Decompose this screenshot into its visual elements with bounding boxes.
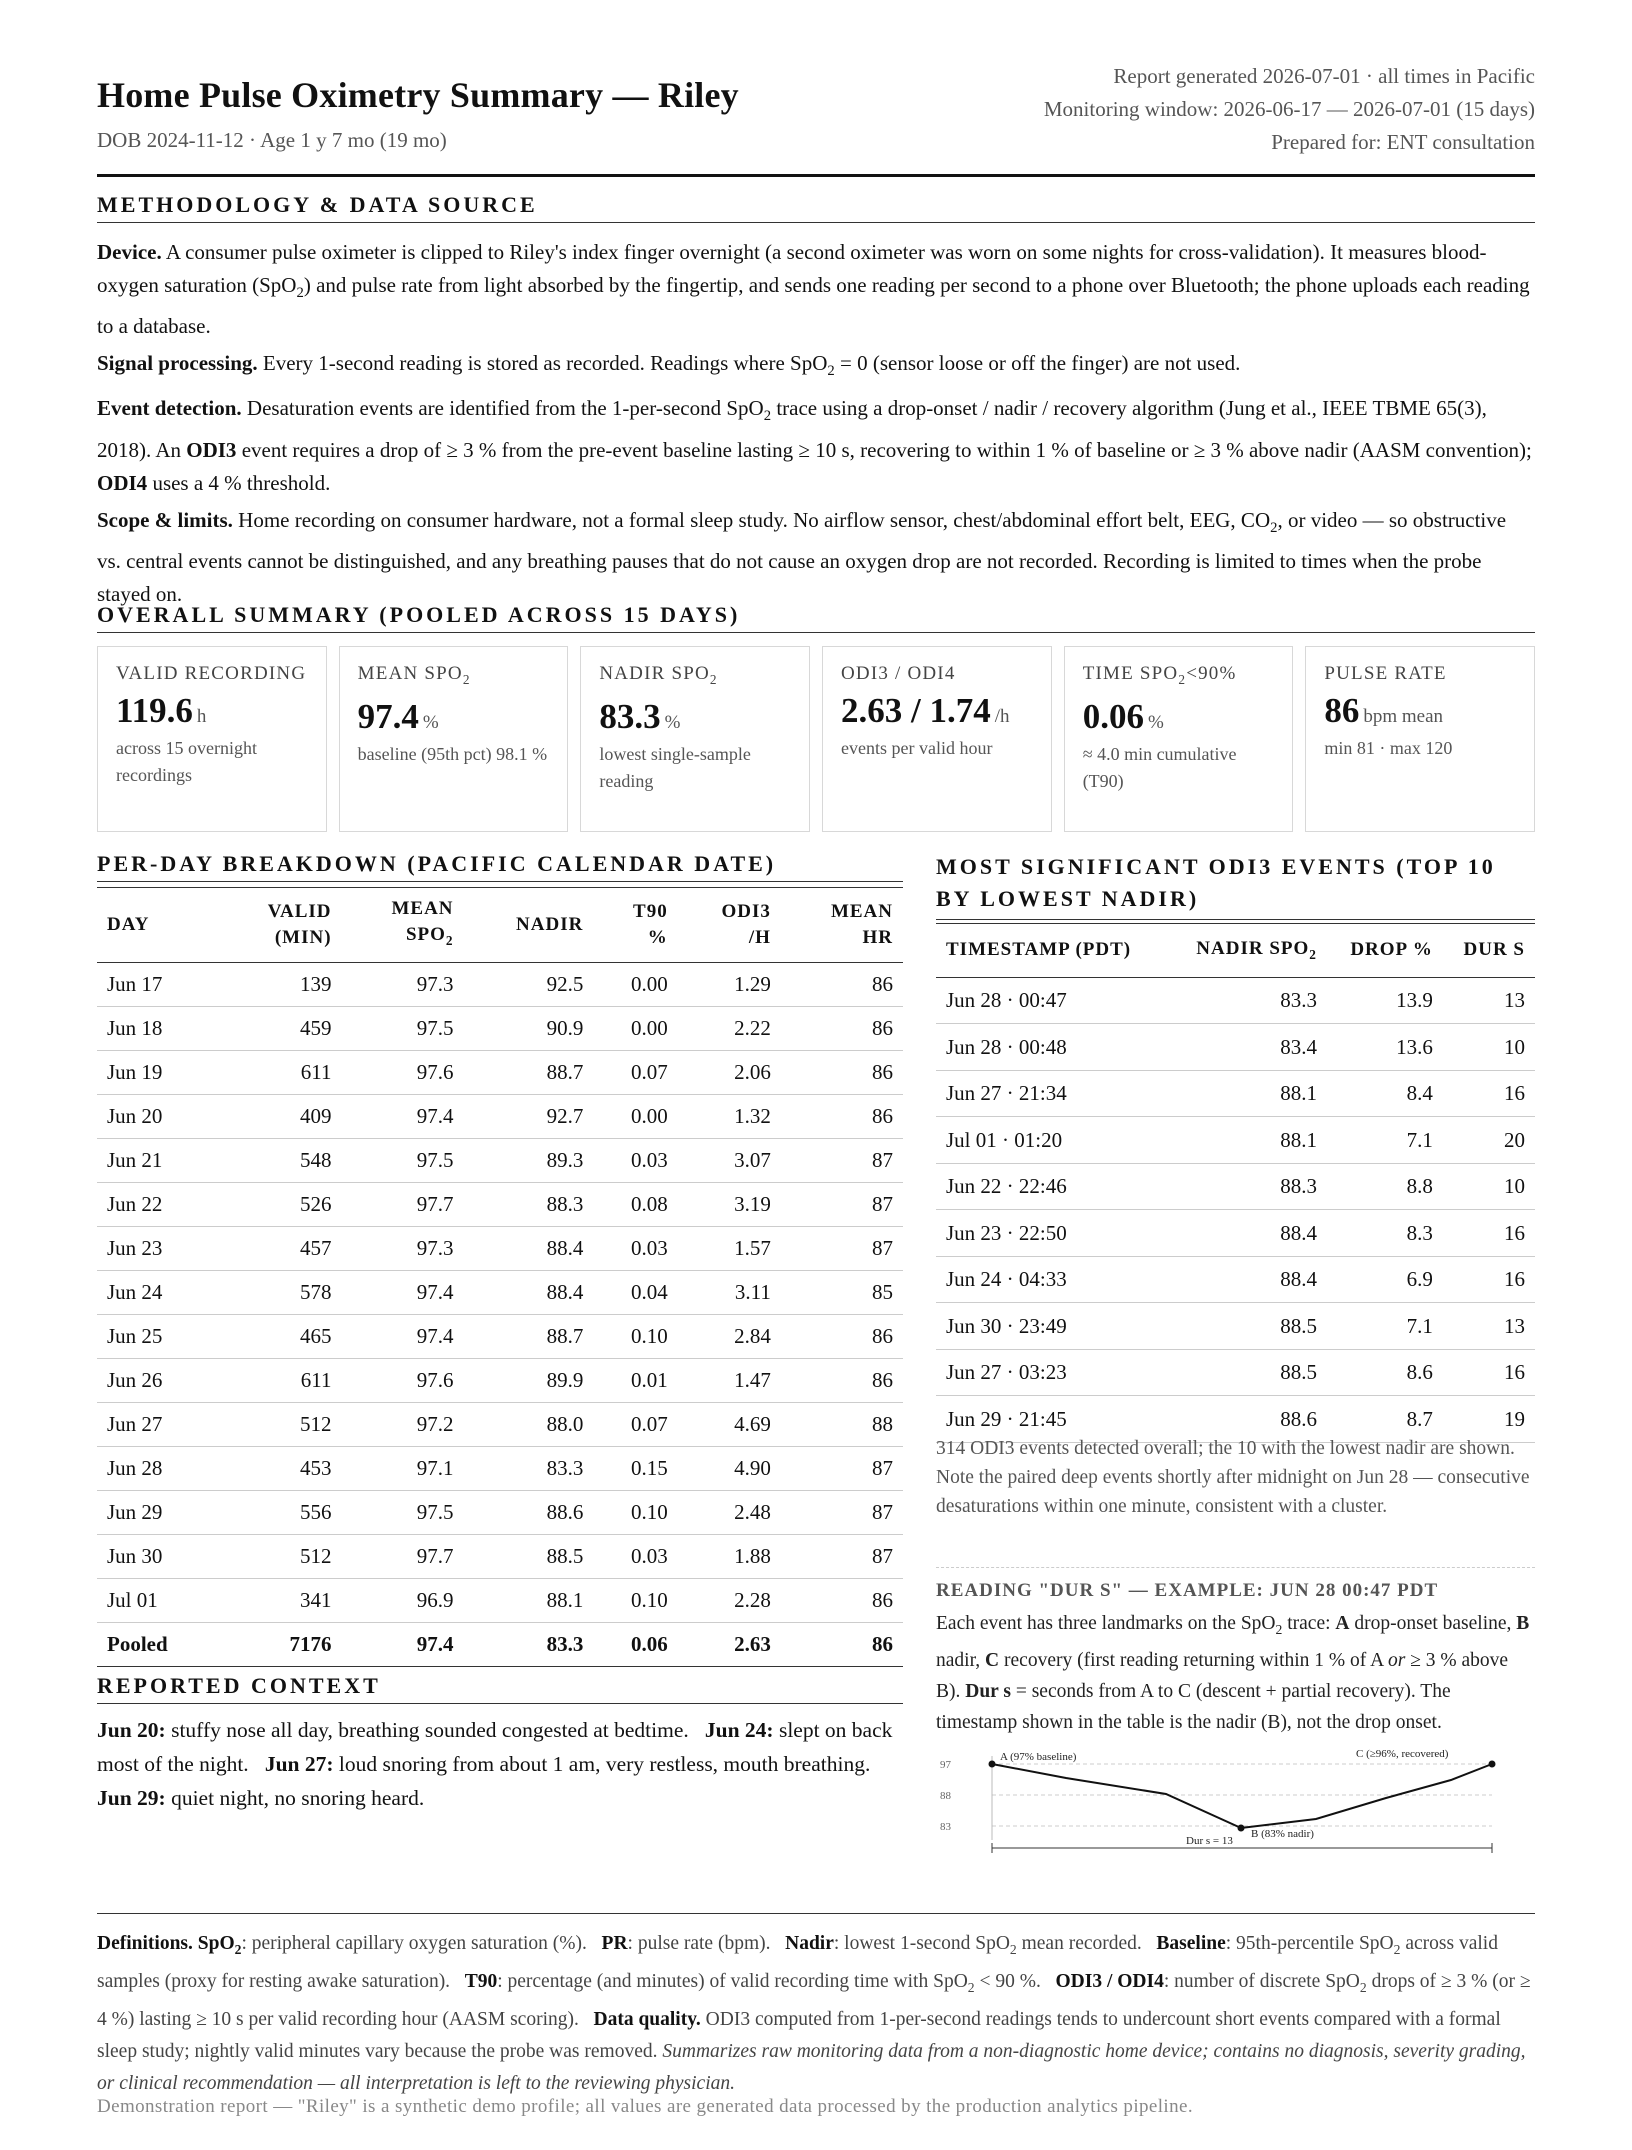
table-cell: 0.00 [593,1006,677,1050]
table-cell: 16 [1443,1210,1535,1257]
table-cell: 88.6 [464,1490,594,1534]
table-cell: 88.5 [1168,1349,1327,1396]
diagram-ytick-88: 88 [940,1789,951,1802]
label-dur: Dur s = 13 [1186,1834,1233,1847]
table-cell: Jun 27 · 03:23 [936,1349,1168,1396]
table-cell: 86 [781,962,903,1006]
table-cell: 512 [217,1534,342,1578]
table-cell: 16 [1443,1070,1535,1117]
table-cell: 13.9 [1327,977,1443,1024]
col-nadir: NADIR [464,888,594,963]
table-row [97,1226,903,1270]
table-row [97,1358,903,1402]
table-cell: 97.5 [342,1490,464,1534]
table-cell: 8.6 [1327,1349,1443,1396]
table-cell: 4.90 [678,1446,781,1490]
events-note: 314 ODI3 events detected overall; the 10 with the lowest nadir are shown. Note the paired deep events shortly after midnight on Jun 28 — consecutive desaturations within one minute, consistent with a cluster. [936,1438,1530,1517]
table-cell: 139 [217,962,342,1006]
table-cell: 83.3 [464,1622,594,1666]
table-cell: 86 [781,1314,903,1358]
label-c: C (≥96%, recovered) [1356,1747,1449,1760]
table-cell: 96.9 [342,1578,464,1622]
event-row [936,977,1535,1024]
table-cell: 87 [781,1226,903,1270]
col-event-nadir: NADIR $SPO_2$ [1168,924,1327,978]
event-row [936,1210,1535,1257]
table-cell: 86 [781,1006,903,1050]
methodology-section [97,236,1535,615]
table-cell: Jul 01 [97,1578,217,1622]
table-cell: 0.08 [593,1182,677,1226]
card-odi: ODI3 / ODI4 2.63 / 1.74 /h events per valid hour [822,646,1052,832]
table-cell: 0.10 [593,1578,677,1622]
page-title: Home Pulse Oximetry Summary — Riley [97,75,739,115]
table-cell: 97.3 [342,962,464,1006]
context-text: Jun 20: stuffy nose all day, breathing sounded congested at bedtime. Jun 24: slept on back most of the night. Jun 27: loud snoring from about 1 am, very restless, mouth breathing. Jun 29: quiet night, no snoring heard. [97,1718,893,1810]
card-time-below-90: TIME $SPO_2<90\%$ 0.06 % ≈ 4.0 min cumulative (T90) [1064,646,1294,832]
table-cell: 86 [781,1358,903,1402]
report-generated: Report generated 2026-07-01 · all times in Pacific [1113,64,1535,88]
signal-paragraph: Signal processing. Every 1-second reading is stored as recorded. Readings where SpO$_2$ = 0 (sensor loose or off the finger) are not used. [97,351,1241,380]
table-row [97,1578,903,1622]
table-cell: 341 [217,1578,342,1622]
col-mean-spo2: MEAN $SPO_2$ [342,888,464,963]
table-cell: Jul 01 · 01:20 [936,1117,1168,1164]
prepared-for: Prepared for: ENT consultation [1271,130,1535,154]
table-cell: 3.11 [678,1270,781,1314]
patient-dob: DOB 2024-11-12 · Age 1 y 7 mo (19 mo) [97,128,447,152]
summary-heading: OVERALL SUMMARY (POOLED ACROSS 15 DAYS) [97,602,1535,633]
table-cell: 0.01 [593,1358,677,1402]
table-cell: 89.3 [464,1138,594,1182]
col-odi3: ODI3 /H [678,888,781,963]
table-cell: 85 [781,1270,903,1314]
table-cell: 97.5 [342,1006,464,1050]
table-cell: 87 [781,1182,903,1226]
card-valid-recording: VALID RECORDING 119.6 h across 15 overnight recordings [97,646,327,832]
table-cell: 526 [217,1182,342,1226]
table-cell: 0.03 [593,1534,677,1578]
table-row [97,1050,903,1094]
table-cell: 1.88 [678,1534,781,1578]
table-row [97,1314,903,1358]
landmark-a [989,1760,996,1767]
table-cell: 86 [781,1622,903,1666]
event-row [936,1117,1535,1164]
table-cell: Jun 28 · 00:47 [936,977,1168,1024]
table-cell: 92.5 [464,962,594,1006]
table-cell: 89.9 [464,1358,594,1402]
table-row [97,1446,903,1490]
table-cell: 7176 [217,1622,342,1666]
report-header [97,60,1535,177]
landmark-b [1238,1824,1245,1831]
definitions-footer: Definitions. SpO$_2$: peripheral capillary oxygen saturation (%). PR: pulse rate (bpm). Nadir: lowest 1-second SpO$_2$ mean recorded. Baseline: 95th-percentile SpO$_2$ across valid samples (proxy for resting awake saturation). T90: percentage (and minutes) of valid recording time with SpO$_2$ < 90 %. ODI3 / ODI4: number of discrete SpO$_2$ drops of ≥ 3 % (or ≥ 4 %) lasting ≥ 10 s per valid recording hour (AASM scoring). Data quality. ODI3 computed from 1-per-second readings tends to undercount short events compared with a formal sleep study; nightly valid minutes vary because the probe was removed. Summarizes raw monitoring data from a non-diagnostic home device; contains no diagnosis, severity grading, or clinical recommendation — all interpretation is left to the reviewing physician. [97,1913,1535,2100]
table-cell: 548 [217,1138,342,1182]
table-cell: 90.9 [464,1006,594,1050]
table-cell: 16 [1443,1256,1535,1303]
table-cell: 0.10 [593,1490,677,1534]
table-cell: 611 [217,1050,342,1094]
table-cell: 10 [1443,1024,1535,1071]
per-day-table [97,887,903,1667]
device-paragraph: Device. A consumer pulse oximeter is clipped to Riley's index finger overnight (a second oximeter was worn on some nights for cross-validation). It measures blood-oxygen saturation (SpO$_2$) and pulse rate from light absorbed by the fingertip, and sends one reading per second to a phone over Bluetooth; the phone uploads each reading to a database. [97,240,1530,339]
table-cell: 19 [1443,1396,1535,1443]
table-cell: 2.84 [678,1314,781,1358]
events-header-row [936,924,1535,978]
table-cell: 97.6 [342,1358,464,1402]
table-cell: 1.29 [678,962,781,1006]
table-row [97,1534,903,1578]
col-dur: DUR S [1443,924,1535,978]
table-cell: 0.00 [593,962,677,1006]
table-cell: 0.03 [593,1226,677,1270]
table-cell: 87 [781,1446,903,1490]
table-row [97,1402,903,1446]
landmark-c [1489,1760,1496,1767]
scope-paragraph: Scope & limits. Home recording on consumer hardware, not a formal sleep study. No airflow sensor, chest/abdominal effort belt, EEG, $CO_2$, or video — so obstructive vs. central events cannot be distinguished, and any breathing pauses that do not cause an oxygen drop are not recorded. Recording is limited to times when the probe stayed on. [97,507,1507,606]
reading-title: READING "DUR S" — EXAMPLE: JUN 28 00:47 PDT [936,1580,1439,1601]
event-paragraph: Event detection. Desaturation events are identified from the 1-per-second SpO$_2$ trace using a drop-onset / nadir / recovery algorithm (Jung et al., IEEE TBME 65(3), 2018). An ODI3 event requires a drop of ≥ 3 % from the pre-event baseline lasting ≥ 10 s, recovering to within 1 % of baseline or ≥ 3 % above nadir (AASM convention); ODI4 uses a 4 % threshold. [97,396,1532,495]
table-row [97,1490,903,1534]
table-cell: 3.07 [678,1138,781,1182]
summary-cards [97,646,1535,832]
diagram-ytick-97: 97 [940,1758,951,1771]
event-row [936,1349,1535,1396]
table-cell: 97.2 [342,1402,464,1446]
table-cell: 1.32 [678,1094,781,1138]
table-cell: 6.9 [1327,1256,1443,1303]
table-cell: 88.5 [1168,1303,1327,1350]
table-cell: 4.69 [678,1402,781,1446]
col-t90: T90 % [593,888,677,963]
table-cell: 97.7 [342,1182,464,1226]
table-cell: 3.19 [678,1182,781,1226]
table-cell: 0.15 [593,1446,677,1490]
table-cell: 7.1 [1327,1117,1443,1164]
label-a: A (97% baseline) [1000,1750,1077,1763]
col-mean-hr: MEAN HR [781,888,903,963]
table-cell: Jun 26 [97,1358,217,1402]
table-row [97,962,903,1006]
col-valid: VALID (MIN) [217,888,342,963]
table-cell: 0.07 [593,1402,677,1446]
table-cell: 453 [217,1446,342,1490]
table-cell: 88 [781,1402,903,1446]
table-cell: Jun 30 · 23:49 [936,1303,1168,1350]
table-cell: 2.22 [678,1006,781,1050]
table-row [97,1094,903,1138]
table-row [97,1138,903,1182]
reading-text: Each event has three landmarks on the SpO$_2$ trace: A drop-onset baseline, B nadir, C recovery (first reading returning within 1 % of A or ≥ 3 % above B). Dur s = seconds from A to C (descent + partial recovery). The timestamp shown in the table is the nadir (B), not the drop onset. [936,1613,1530,1733]
table-cell: Jun 30 [97,1534,217,1578]
table-cell: Jun 22 · 22:46 [936,1163,1168,1210]
diagram-ytick-83: 83 [940,1820,951,1833]
table-cell: Jun 27 [97,1402,217,1446]
table-cell: Pooled [97,1622,217,1666]
table-cell: 8.4 [1327,1070,1443,1117]
table-cell: 87 [781,1490,903,1534]
table-cell: 13 [1443,1303,1535,1350]
table-cell: 459 [217,1006,342,1050]
pooled-row [97,1622,903,1666]
table-cell: 86 [781,1094,903,1138]
col-day: DAY [97,888,217,963]
table-cell: Jun 24 [97,1270,217,1314]
table-cell: 87 [781,1138,903,1182]
table-cell: 83.3 [464,1446,594,1490]
table-cell: 1.47 [678,1358,781,1402]
event-row [936,1070,1535,1117]
table-cell: 97.4 [342,1270,464,1314]
table-cell: 88.1 [464,1578,594,1622]
table-cell: 88.7 [464,1314,594,1358]
table-cell: 97.7 [342,1534,464,1578]
per-day-heading: PER-DAY BREAKDOWN (PACIFIC CALENDAR DATE) [97,851,903,882]
table-cell: 97.5 [342,1138,464,1182]
table-cell: 88.5 [464,1534,594,1578]
table-cell: 88.4 [1168,1256,1327,1303]
table-cell: Jun 25 [97,1314,217,1358]
table-cell: 13.6 [1327,1024,1443,1071]
table-cell: 0.04 [593,1270,677,1314]
table-cell: 8.7 [1327,1396,1443,1443]
table-cell: 2.28 [678,1578,781,1622]
table-cell: 10 [1443,1163,1535,1210]
col-drop: DROP % [1327,924,1443,978]
table-cell: Jun 29 · 21:45 [936,1396,1168,1443]
header-left [97,74,739,153]
table-cell: 88.4 [1168,1210,1327,1257]
table-cell: 86 [781,1578,903,1622]
table-cell: 20 [1443,1117,1535,1164]
context-heading: REPORTED CONTEXT [97,1673,903,1704]
event-row [936,1256,1535,1303]
table-cell: 88.3 [464,1182,594,1226]
label-b: B (83% nadir) [1251,1827,1314,1840]
table-cell: 2.48 [678,1490,781,1534]
table-cell: 92.7 [464,1094,594,1138]
table-cell: 87 [781,1534,903,1578]
table-cell: 0.03 [593,1138,677,1182]
table-cell: 2.63 [678,1622,781,1666]
table-cell: Jun 18 [97,1006,217,1050]
table-cell: Jun 28 [97,1446,217,1490]
table-cell: 457 [217,1226,342,1270]
table-cell: 88.1 [1168,1117,1327,1164]
card-nadir-spo2: NADIR $SPO_2$ 83.3 % lowest single-sample reading [580,646,810,832]
table-cell: 8.8 [1327,1163,1443,1210]
table-cell: 409 [217,1094,342,1138]
spo2-trace [992,1764,1492,1828]
reading-dur-box [936,1567,1535,1856]
col-timestamp: TIMESTAMP (PDT) [936,924,1168,978]
table-cell: 7.1 [1327,1303,1443,1350]
table-cell: Jun 19 [97,1050,217,1094]
table-cell: 465 [217,1314,342,1358]
table-cell: Jun 22 [97,1182,217,1226]
table-cell: 556 [217,1490,342,1534]
table-cell: Jun 23 [97,1226,217,1270]
table-cell: Jun 27 · 21:34 [936,1070,1168,1117]
table-row [97,1006,903,1050]
demo-note: Demonstration report — "Riley" is a synthetic demo profile; all values are generated data processed by the production analytics pipeline. [97,2096,1193,2117]
table-row [97,1182,903,1226]
table-cell: 97.4 [342,1094,464,1138]
table-cell: Jun 17 [97,962,217,1006]
table-cell: 512 [217,1402,342,1446]
table-cell: Jun 29 [97,1490,217,1534]
table-cell: 13 [1443,977,1535,1024]
table-cell: 88.6 [1168,1396,1327,1443]
events-table [936,923,1535,1443]
event-row [936,1303,1535,1350]
table-cell: 83.3 [1168,977,1327,1024]
table-cell: 88.1 [1168,1070,1327,1117]
table-cell: Jun 23 · 22:50 [936,1210,1168,1257]
table-cell: 578 [217,1270,342,1314]
table-cell: 88.4 [464,1270,594,1314]
per-day-header-row [97,888,903,963]
table-cell: 611 [217,1358,342,1402]
table-cell: 0.07 [593,1050,677,1094]
methodology-heading: METHODOLOGY & DATA SOURCE [97,192,1535,223]
table-cell: 0.06 [593,1622,677,1666]
events-heading: MOST SIGNIFICANT ODI3 EVENTS (TOP 10 BY LOWEST NADIR) [936,851,1535,920]
table-cell: 97.4 [342,1622,464,1666]
table-cell: 97.3 [342,1226,464,1270]
table-cell: Jun 28 · 00:48 [936,1024,1168,1071]
per-day-body [97,962,903,1666]
table-cell: Jun 20 [97,1094,217,1138]
table-cell: 97.6 [342,1050,464,1094]
table-cell: 2.06 [678,1050,781,1094]
event-row [936,1024,1535,1071]
card-mean-spo2: MEAN $SPO_2$ 97.4 % baseline (95th pct) 98.1 % [339,646,569,832]
table-cell: Jun 21 [97,1138,217,1182]
table-cell: 97.4 [342,1314,464,1358]
monitoring-window: Monitoring window: 2026-06-17 — 2026-07-01 (15 days) [1043,97,1535,121]
table-cell: 88.7 [464,1050,594,1094]
table-cell: 88.3 [1168,1163,1327,1210]
dur-diagram [936,1746,1535,1856]
table-cell: 1.57 [678,1226,781,1270]
table-cell: 97.1 [342,1446,464,1490]
table-cell: 88.0 [464,1402,594,1446]
table-cell: 83.4 [1168,1024,1327,1071]
table-row [97,1270,903,1314]
event-row [936,1163,1535,1210]
events-body [936,977,1535,1442]
table-cell: Jun 24 · 04:33 [936,1256,1168,1303]
card-pulse-rate: PULSE RATE 86 bpm mean min 81 · max 120 [1305,646,1535,832]
table-cell: 0.10 [593,1314,677,1358]
table-cell: 86 [781,1050,903,1094]
table-cell: 8.3 [1327,1210,1443,1257]
header-meta [1044,60,1535,159]
table-cell: 88.4 [464,1226,594,1270]
table-cell: 16 [1443,1349,1535,1396]
table-cell: 0.00 [593,1094,677,1138]
